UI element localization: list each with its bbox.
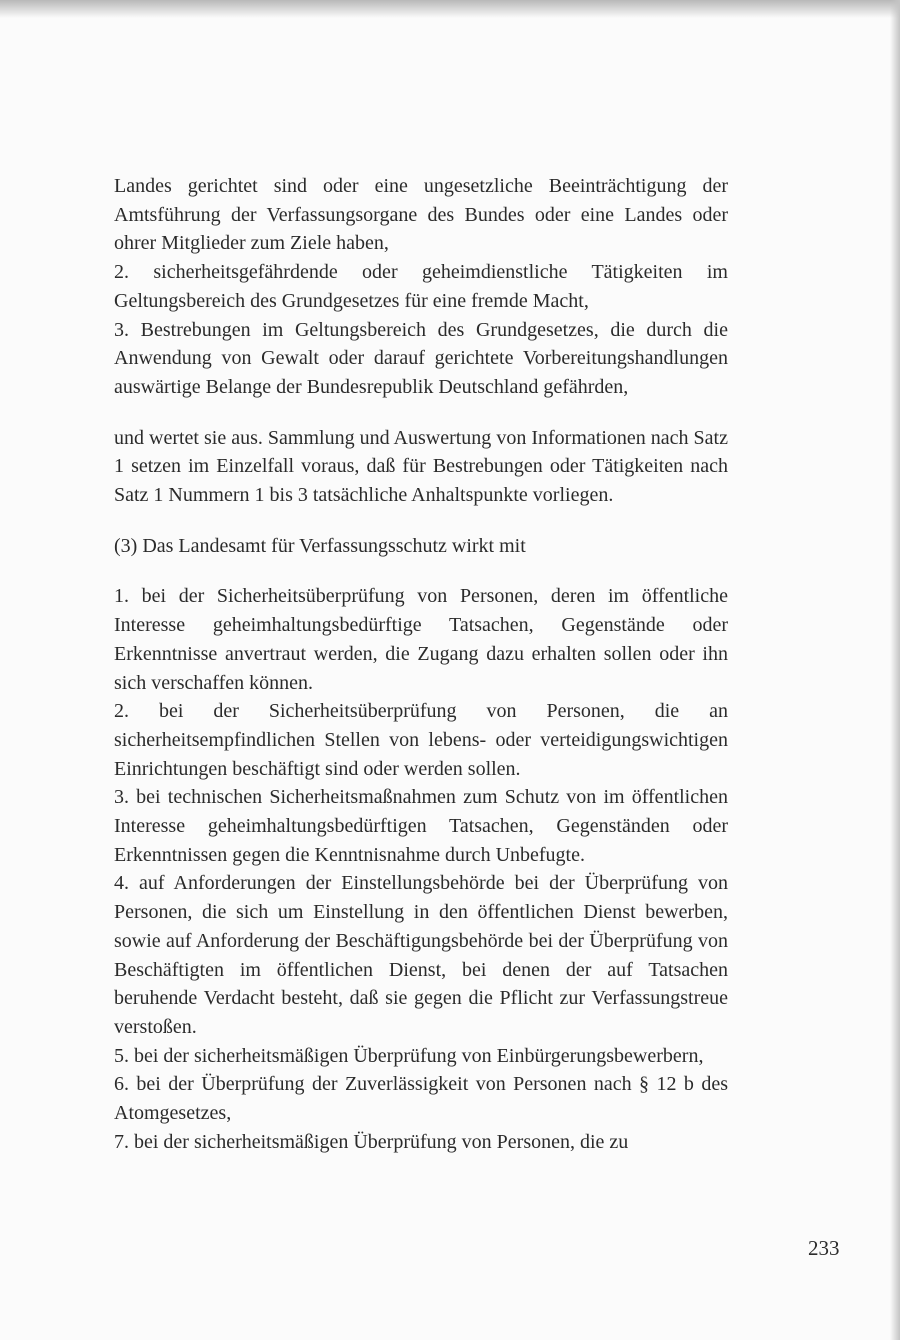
list-item-2: 2. sicherheitsgefährdende oder geheimdienstliche Tätigkeiten im Geltungsbereich des Grundgesetzes für eine fremde Macht,: [114, 261, 728, 312]
cooperation-item-7: 7. bei der sicherheitsmäßigen Überprüfung von Personen, die zu: [114, 1130, 629, 1153]
cooperation-item-4: 4. auf Anforderungen der Einstellungsbehörde bei der Überprüfung von Personen, die sich um Einstellung in den öffentlichen Dienst bewerben, sowie auf Anforderung der Beschäftigungsbehörde bei der Überprüfung von Beschäftigten im öffentlichen Dienst, bei denen der auf Tatsachen beruhende Verdacht besteht, daß sie gegen die Pflicht zur Verfassungstreue verstoßen.: [114, 872, 728, 1038]
paragraph-continuation: Landes gerichtet sind oder eine ungesetzliche Beeinträchtigung der Amtsführung der Verfassungsorgane des Bundes oder eine Landes oder ohrer Mitglieder zum Ziele haben,: [114, 175, 728, 255]
section-heading-3: (3) Das Landesamt für Verfassungsschutz wirkt mit: [114, 534, 526, 557]
cooperation-item-1: 1. bei der Sicherheitsüberprüfung von Personen, deren im öffentliche Interesse geheimhaltungsbedürftige Tatsachen, Gegenstände oder Erkenntnisse anvertraut werden, die Zugang dazu erhalten sollen oder ihn sich verschaffen können.: [114, 585, 728, 694]
scan-right-shadow: [890, 0, 900, 1340]
cooperation-item-2: 2. bei der Sicherheitsüberprüfung von Personen, die an sicherheitsempfindlichen Stellen von lebens- oder verteidigungswichtigen Einrichtungen beschäftigt sind oder werden sollen.: [114, 700, 728, 780]
page-number: 233: [808, 1236, 840, 1260]
cooperation-item-5: 5. bei der sicherheitsmäßigen Überprüfung von Einbürgerungsbewerbern,: [114, 1044, 704, 1067]
scan-top-shadow: [0, 0, 900, 18]
list-item-3: 3. Bestrebungen im Geltungsbereich des Grundgesetzes, die durch die Anwendung von Gewalt oder darauf gerichtete Vorbereitungshandlungen auswärtige Belange der Bundesrepublik Deutschland gefährden,: [114, 318, 728, 398]
cooperation-item-6: 6. bei der Überprüfung der Zuverlässigkeit von Personen nach § 12 b des Atomgesetzes,: [114, 1073, 728, 1125]
body-text: [114, 172, 728, 1157]
paragraph-evaluation: und wertet sie aus. Sammlung und Auswertung von Informationen nach Satz 1 setzen im Einzelfall voraus, daß für Bestrebungen oder Tätigkeiten nach Satz 1 Nummern 1 bis 3 tatsächliche Anhaltspunkte vorliegen.: [114, 426, 728, 507]
cooperation-item-3: 3. bei technischen Sicherheitsmaßnahmen zum Schutz von im öffentlichen Interesse geheimhaltungsbedürftigen Tatsachen, Gegenständen oder Erkenntnissen gegen die Kenntnisnahme durch Unbefugte.: [114, 786, 728, 866]
